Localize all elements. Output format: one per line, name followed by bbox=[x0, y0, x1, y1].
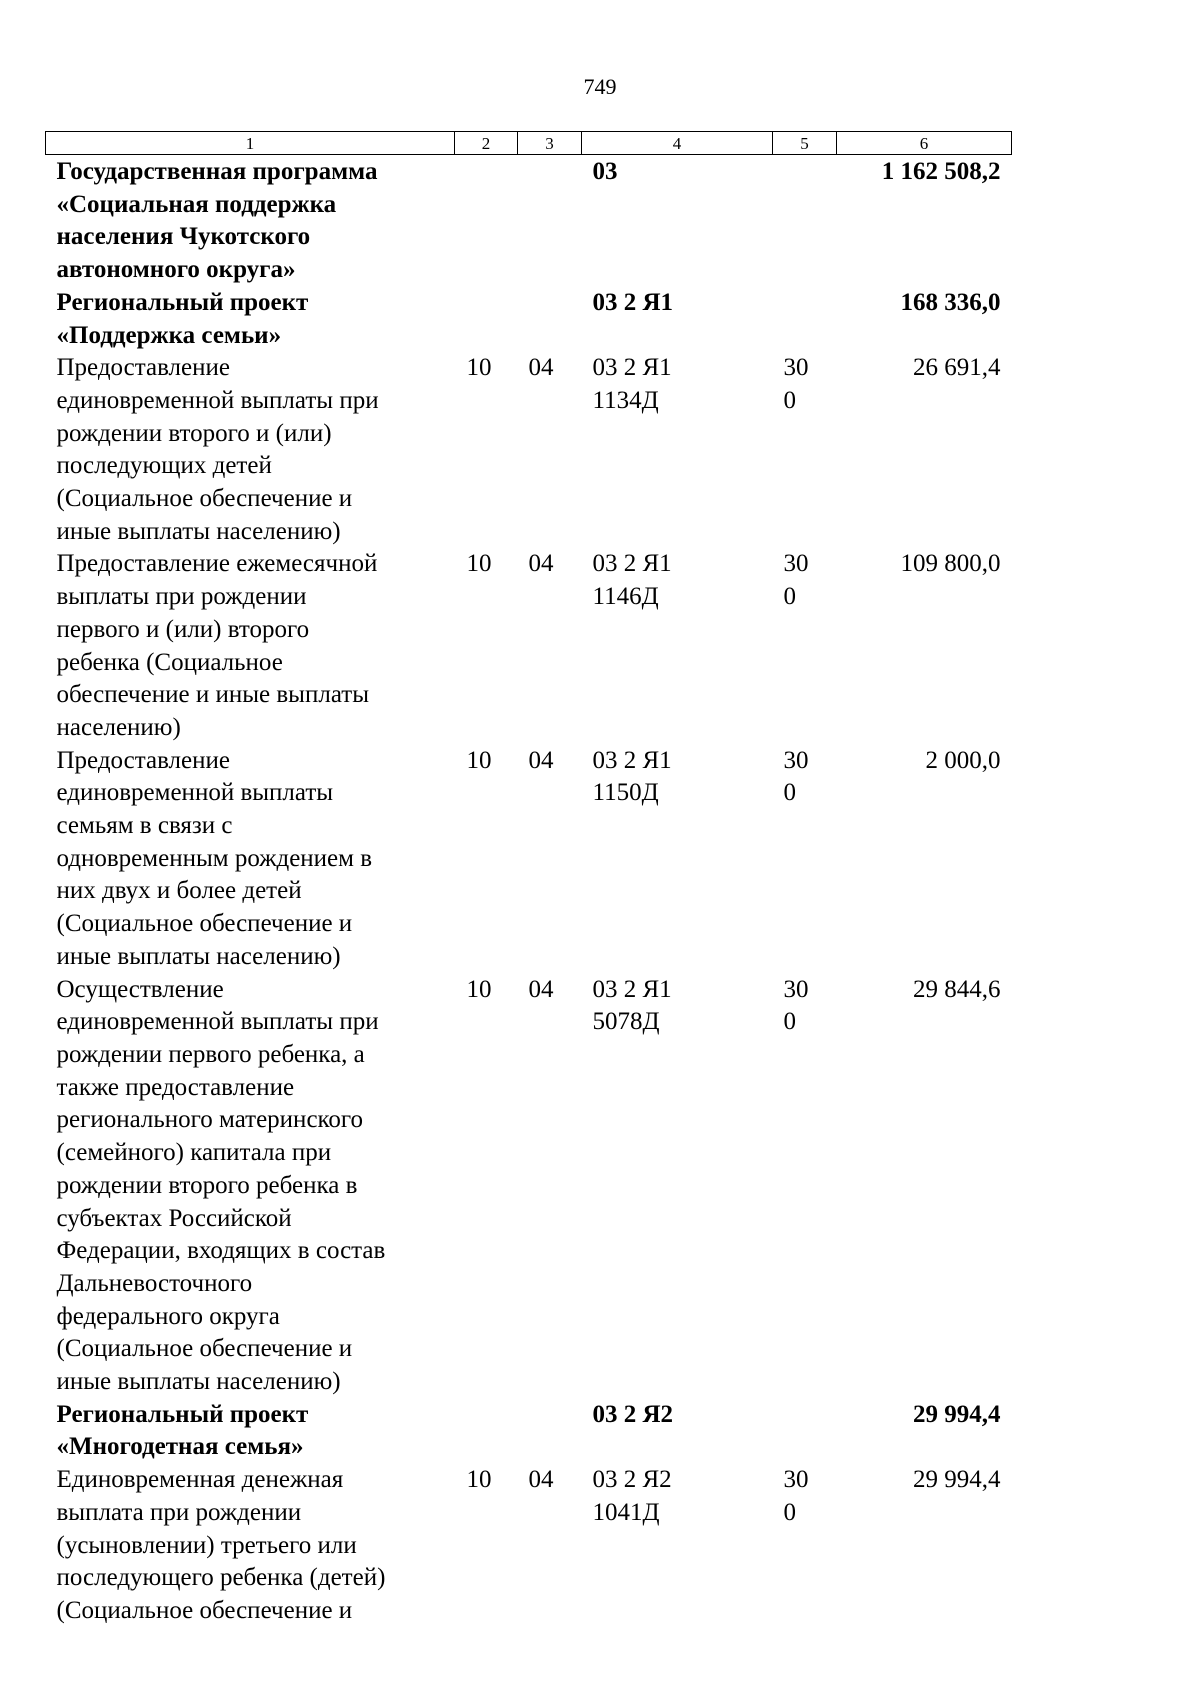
section-code-cell: 10 bbox=[466, 975, 492, 1003]
amount-cell: 29 994,4 bbox=[913, 1400, 1001, 1428]
row-name-cell: Предоставление единовременной выплаты семьям в связи с одновременным рождением в них двух и более детей (Социальное обеспечение и иные выплаты населению) bbox=[56, 746, 373, 970]
expense-type-cell: 30 0 bbox=[783, 746, 809, 807]
target-article-code-cell: 03 2 Я1 1146Д bbox=[592, 550, 672, 611]
amount-cell: 29 994,4 bbox=[913, 1466, 1001, 1494]
row-name-cell: Осуществление единовременной выплаты при рождении первого ребенка, а также предоставление регионального материнского (семейного) капитала при рождении второго ребенка в субъектах Российской Федерации, входящих в состав Дальневосточного федерального округа (Социальное обеспечение и иные выплаты населению) bbox=[56, 975, 386, 1396]
target-article-code-cell: 03 2 Я2 bbox=[592, 1400, 674, 1428]
subsection-code-cell: 04 bbox=[528, 354, 554, 382]
row-name-cell: Предоставление ежемесячной выплаты при рождении первого и (или) второго ребенка (Социальное обеспечение и иные выплаты населению) bbox=[56, 550, 378, 741]
section-code-cell bbox=[455, 1399, 518, 1464]
section-code-cell bbox=[455, 155, 518, 287]
row-name-cell: Единовременная денежная выплата при рождении (усыновлении) третьего или последующего ребенка (детей) (Социальное обеспечение и bbox=[56, 1466, 386, 1624]
table-row bbox=[46, 287, 1012, 352]
expense-type-cell: 30 0 bbox=[783, 1466, 809, 1526]
column-number-5: 5 bbox=[773, 132, 837, 155]
table-row bbox=[46, 155, 1012, 287]
expense-type-cell bbox=[773, 1399, 837, 1464]
expense-type-cell bbox=[773, 155, 837, 287]
subsection-code-cell: 04 bbox=[528, 975, 554, 1003]
row-name-cell: Региональный проект «Многодетная семья» bbox=[56, 1400, 309, 1461]
target-article-code-cell: 03 2 Я2 1041Д bbox=[592, 1466, 672, 1526]
section-code-cell bbox=[455, 287, 518, 352]
expense-type-cell: 30 0 bbox=[783, 354, 809, 414]
amount-cell: 1 162 508,2 bbox=[881, 158, 1001, 185]
table-row bbox=[46, 974, 1012, 1399]
section-code-cell: 10 bbox=[466, 354, 492, 382]
expense-type-cell: 30 0 bbox=[783, 550, 809, 611]
table-row bbox=[46, 352, 1012, 548]
target-article-code-cell: 03 2 Я1 1134Д bbox=[592, 354, 672, 414]
amount-cell: 109 800,0 bbox=[900, 550, 1001, 578]
target-article-code-cell: 03 2 Я1 bbox=[592, 288, 674, 316]
amount-cell: 168 336,0 bbox=[900, 288, 1001, 316]
section-code-cell: 10 bbox=[466, 746, 492, 774]
section-code-cell: 10 bbox=[466, 1466, 492, 1494]
column-number-2: 2 bbox=[455, 132, 518, 155]
amount-cell: 2 000,0 bbox=[925, 746, 1001, 774]
table-row bbox=[46, 1399, 1012, 1464]
row-name-cell: Предоставление единовременной выплаты при рождении второго и (или) последующих детей (Социальное обеспечение и иные выплаты населению) bbox=[56, 354, 379, 545]
subsection-code-cell: 04 bbox=[528, 746, 554, 774]
column-number-1: 1 bbox=[46, 132, 455, 155]
subsection-code-cell bbox=[518, 155, 582, 287]
column-number-6: 6 bbox=[837, 132, 1012, 155]
expense-type-cell bbox=[773, 287, 837, 352]
amount-cell: 26 691,4 bbox=[913, 354, 1001, 382]
column-number-header-row bbox=[46, 132, 1012, 155]
budget-table bbox=[45, 131, 1012, 1628]
target-article-code-cell: 03 2 Я1 5078Д bbox=[592, 975, 672, 1036]
table-row bbox=[46, 548, 1012, 744]
table-body bbox=[46, 155, 1012, 1628]
subsection-code-cell: 04 bbox=[528, 550, 554, 578]
row-name-cell: Региональный проект «Поддержка семьи» bbox=[56, 288, 309, 349]
subsection-code-cell bbox=[518, 1399, 582, 1464]
target-article-code-cell: 03 2 Я1 1150Д bbox=[592, 746, 672, 807]
column-number-3: 3 bbox=[518, 132, 582, 155]
table-row bbox=[46, 745, 1012, 974]
table-row bbox=[46, 1464, 1012, 1628]
column-number-4: 4 bbox=[582, 132, 773, 155]
row-name-cell: Государственная программа «Социальная поддержка населения Чукотского автономного округа» bbox=[56, 158, 378, 284]
target-article-code-cell: 03 bbox=[592, 158, 618, 185]
page-number: 749 bbox=[583, 74, 617, 99]
expense-type-cell: 30 0 bbox=[783, 975, 809, 1036]
section-code-cell: 10 bbox=[466, 550, 492, 578]
subsection-code-cell bbox=[518, 287, 582, 352]
subsection-code-cell: 04 bbox=[528, 1466, 554, 1494]
amount-cell: 29 844,6 bbox=[913, 975, 1001, 1003]
